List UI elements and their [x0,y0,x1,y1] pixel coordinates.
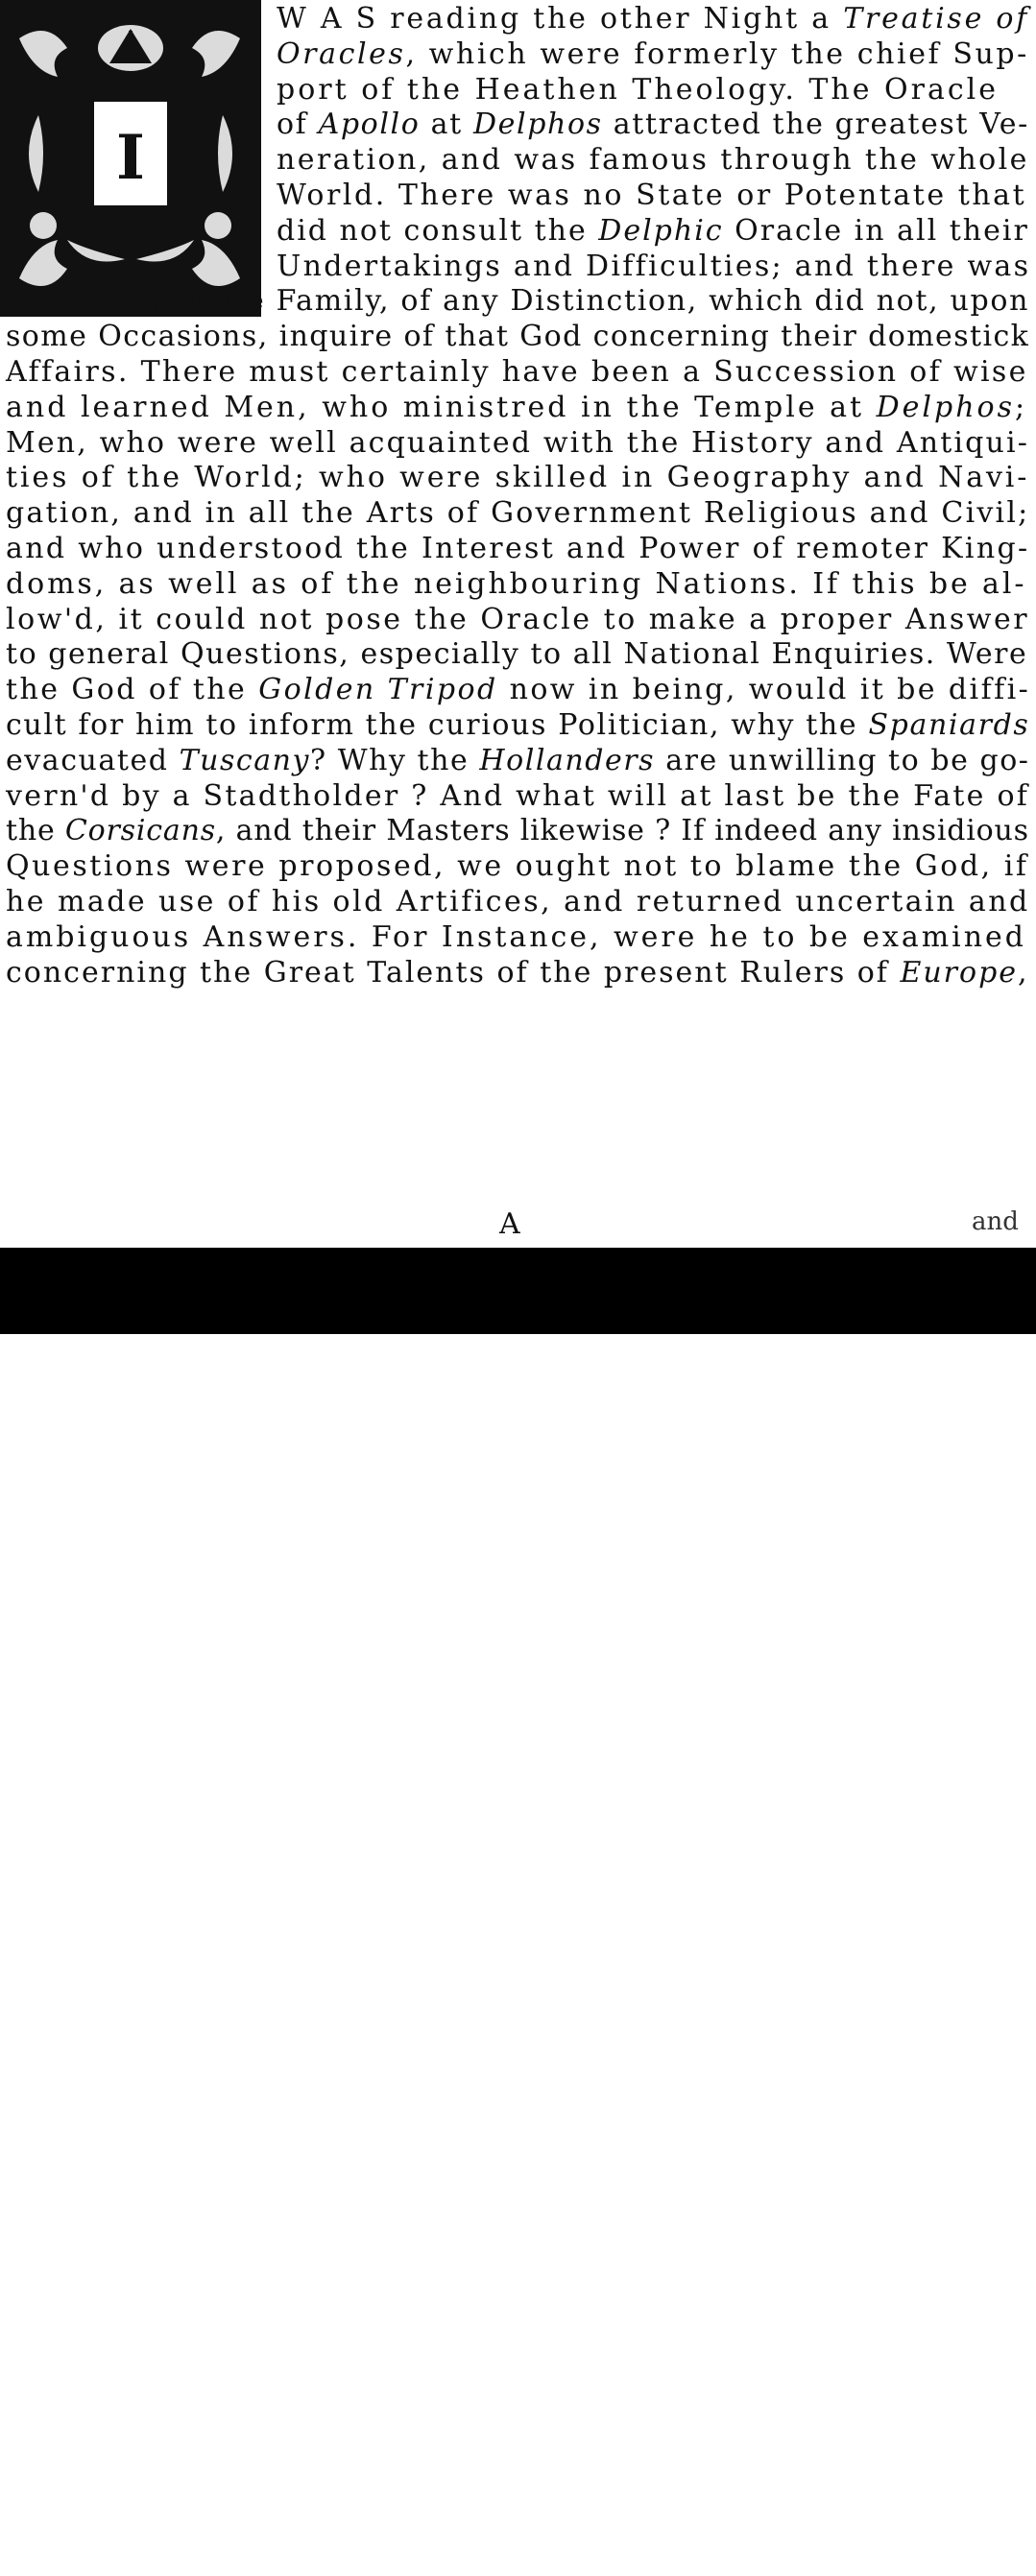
text-line [6,639,1027,670]
text-line [6,955,1029,990]
text-run: ? Why the [310,743,480,777]
text-line [6,919,1026,954]
text-line [6,357,1028,388]
signature-mark: A [499,1207,520,1241]
scanned-page [0,0,1036,1248]
text-run: to general Questions, especially to all National Enquiries. Were [6,637,1028,672]
text-run: did not consult the [277,213,599,248]
italic-text: Spaniards [868,708,1030,742]
text-run: are unwilling to be go- [655,743,1030,777]
text-line [277,109,1029,140]
text-line [277,4,1029,35]
text-run: some Occasions, inquire of that God concerning their domestick [6,320,1030,354]
italic-text: Apollo [318,107,421,142]
italic-text: Oracles [277,36,406,71]
text-line [6,887,1030,918]
watermark-footer [0,1248,1036,2576]
text-line [277,36,1029,71]
text-run: evacuated [6,743,180,777]
text-run: scarce a private Family, of any Distinction, which did not, upon [6,284,1030,319]
text-run: World. There was no State or Potentate that [277,179,1027,212]
italic-text: Europe [900,955,1019,990]
text-run: , [1018,955,1029,990]
text-line [6,602,1030,636]
text-line [6,743,1030,777]
italic-text: Delphos [876,390,1016,424]
text-run: ; [1015,390,1028,424]
catchword: and [972,1207,1019,1236]
text-line [277,251,1030,282]
text-line [6,566,1027,601]
text-run: concerning the Great Talents of the present Rulers of [6,955,901,990]
text-run: he made use of his old Artifices, and returned uncertain and [6,885,1030,918]
alamy-logo: alamy [10,2513,155,2564]
text-run: attracted the greatest Ve- [602,107,1029,142]
source-url: www.alamy.com [867,2553,1023,2576]
text-line [6,322,1029,352]
italic-text: Delphic [598,213,724,248]
text-run: the God of the [6,673,259,707]
text-run: W A S reading the other Night a [277,2,844,36]
text-run: cult for him to inform the curious Politician, why the [6,708,869,742]
text-run: the [6,814,65,848]
text-run: Questions were proposed, we ought not to blame the God, if [6,849,1029,884]
text-line [6,390,1028,424]
text-run: neration, and was famous through the whole [277,143,1029,178]
text-line [6,425,1030,460]
text-line [6,816,1029,847]
text-line [6,463,1029,493]
text-run: at [420,107,473,142]
italic-text: Hollanders [479,743,656,777]
text-line [277,213,1029,248]
italic-text: Delphos [472,107,603,142]
text-run: Undertakings and Difficulties; and there was [277,249,1031,283]
text-line [6,498,1029,529]
text-line [6,286,1029,317]
text-run: , and their Masters likewise ? If indeed any insidious [215,814,1029,848]
text-line [6,534,1029,564]
text-line [6,851,1029,882]
text-run: now in being, would it be diffi- [497,673,1031,707]
text-run: and learned Men, who ministred in the Temple at [6,390,877,424]
italic-text: Tuscany [179,743,311,777]
text-run: vern'd by a Stadtholder ? And what will at last be the Fate of [6,778,1030,813]
text-run: of [277,107,319,142]
text-run: low'd, it could not pose the Oracle to make a proper Answer [6,602,1030,636]
drop-cap-letter: I [116,122,145,194]
text-run: port of the Heathen Theology. The Oracle [277,72,999,107]
text-run: Affairs. There must certainly have been a Succession of wise [6,355,1028,389]
text-line [6,778,1030,813]
decorated-initial-woodcut [0,0,261,317]
text-line [6,710,1029,741]
image-id-label: Image ID: P0B0KP [850,2531,1023,2554]
italic-text: Corsicans [64,814,216,848]
text-line [277,145,1029,176]
text-run: gation, and in all the Arts of Government Religious and Civil; [6,496,1030,531]
text-run: , which were formerly the chief Sup- [405,36,1029,71]
text-run: and who understood the Interest and Power of remoter King- [6,532,1030,565]
text-run: doms, as well as of the neighbouring Nations. If this be al- [6,566,1027,601]
text-run: Oracle in all their [723,213,1029,248]
text-line [277,180,1026,211]
italic-text: Treatise of [843,2,1030,36]
text-line [277,72,999,107]
text-run: ties of the World; who were skilled in Geography and Navi- [6,461,1030,495]
italic-text: Golden Tripod [258,673,498,707]
text-run: ambiguous Answers. For Instance, were he to be examined [6,919,1026,954]
text-run: Men, who were well acquainted with the History and Antiqui- [6,425,1030,460]
text-line [6,675,1030,705]
